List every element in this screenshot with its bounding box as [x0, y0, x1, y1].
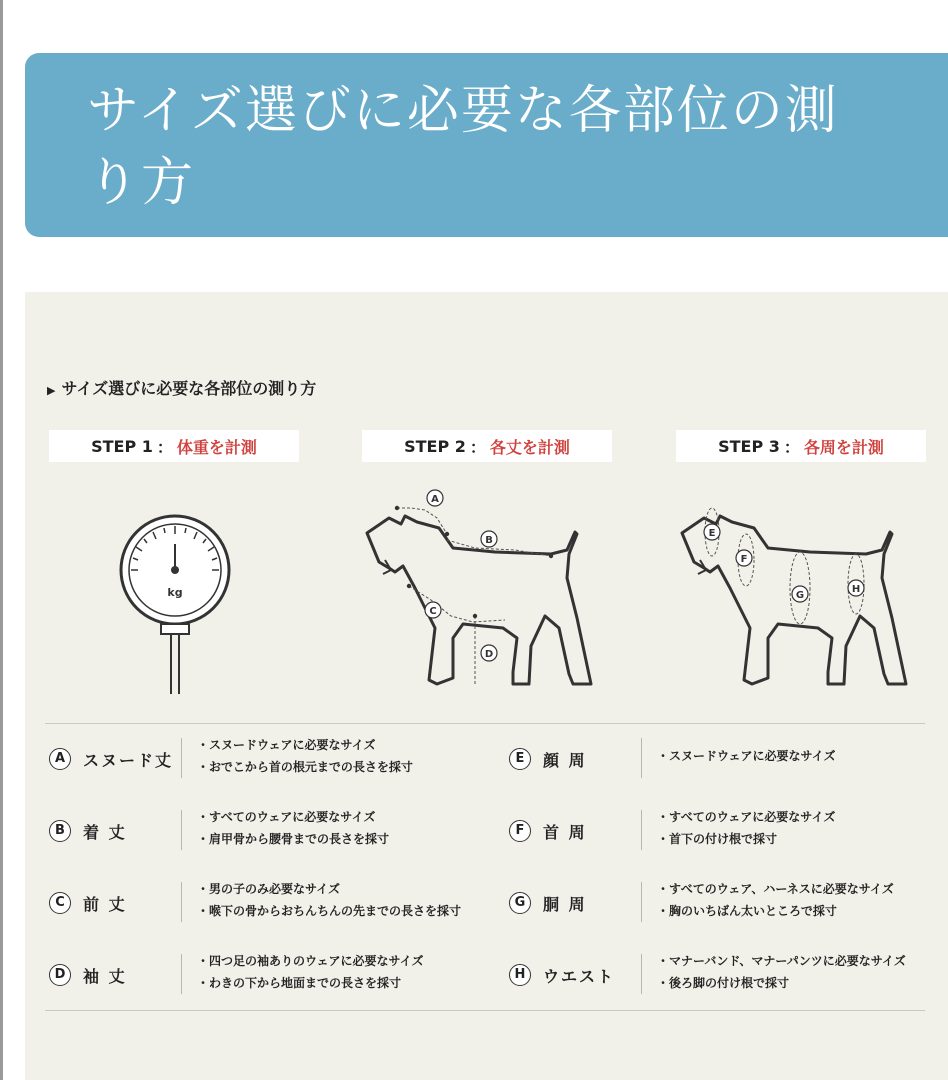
description-c-line1: ・男の子のみ必要なサイズ — [197, 882, 341, 896]
title-banner — [25, 53, 948, 237]
part-name-f: 首 周 — [543, 823, 587, 842]
divider — [641, 954, 642, 994]
divider — [641, 810, 642, 850]
marker-c: C — [49, 892, 71, 914]
section-heading-text: サイズ選びに必要な各部位の測り方 — [61, 379, 317, 398]
description-g-line2: ・胸のいちばん太いところで採寸 — [657, 904, 837, 918]
diagram-label-d: D — [484, 649, 494, 660]
marker-b: B — [49, 820, 71, 842]
diagram-label-c: C — [429, 606, 437, 617]
marker-f: F — [509, 820, 531, 842]
part-name-g: 胴 周 — [543, 895, 587, 914]
description-h — [657, 950, 906, 994]
marker-d: D — [49, 964, 71, 986]
part-name-b: 着 丈 — [83, 823, 127, 842]
part-name-h: ウエスト — [543, 967, 616, 986]
scale-unit-label: kg — [167, 586, 183, 599]
description-e — [657, 745, 836, 767]
description-f — [657, 806, 835, 850]
description-a-line1: ・スヌードウェアに必要なサイズ — [197, 738, 376, 752]
divider — [641, 882, 642, 922]
page-left-border — [0, 0, 3, 1080]
diagram-label-b: B — [485, 535, 493, 546]
description-f-line2: ・首下の付け根で採寸 — [657, 832, 778, 846]
description-e-line1: ・スヌードウェアに必要なサイズ — [657, 749, 836, 763]
description-b-line1: ・すべてのウェアに必要なサイズ — [197, 810, 376, 824]
measurement-row — [25, 940, 948, 1010]
diagram-label-g: G — [795, 590, 805, 601]
description-h-line2: ・後ろ脚の付け根で採寸 — [657, 976, 790, 990]
divider — [181, 954, 182, 994]
step3-number: STEP 3 — [718, 436, 780, 456]
dog-circumference-icon — [670, 488, 930, 708]
description-b-line2: ・肩甲骨から腰骨までの長さを採寸 — [197, 832, 390, 846]
step1-number: STEP 1 — [91, 436, 153, 456]
diagram-label-h: H — [851, 584, 861, 595]
description-d-line1: ・四つ足の袖ありのウェアに必要なサイズ — [197, 954, 424, 968]
measurement-row — [25, 724, 948, 794]
part-name-e: 顔 周 — [543, 751, 587, 770]
divider — [181, 810, 182, 850]
description-b — [197, 806, 389, 850]
description-d — [197, 950, 424, 994]
divider — [181, 882, 182, 922]
step1-label — [49, 430, 299, 462]
part-name-a: スヌード丈 — [83, 751, 174, 770]
step2-separator: ： — [469, 437, 486, 457]
step3-label — [676, 430, 926, 462]
step2-action: 各丈を計測 — [489, 437, 570, 457]
step1-separator: ： — [156, 437, 173, 457]
description-a-line2: ・おでこから首の根元までの長さを採寸 — [197, 760, 413, 774]
diagram-label-a: A — [431, 494, 439, 505]
measurement-row — [25, 796, 948, 866]
table-bottom-rule — [45, 1010, 925, 1011]
description-h-line1: ・マナーバンド、マナーパンツに必要なサイズ — [657, 954, 906, 968]
step3-separator: ： — [783, 437, 800, 457]
diagram-label-f: F — [740, 554, 748, 565]
scale-icon — [95, 488, 265, 708]
diagram-label-e: E — [708, 528, 716, 539]
description-f-line1: ・すべてのウェアに必要なサイズ — [657, 810, 836, 824]
part-name-d: 袖 丈 — [83, 967, 127, 986]
dog-side-icon — [355, 488, 615, 708]
marker-a: A — [49, 748, 71, 770]
divider — [641, 738, 642, 778]
step1-action: 体重を計測 — [176, 437, 257, 457]
measurement-row — [25, 868, 948, 938]
weight-scale-illustration — [95, 488, 265, 708]
marker-g: G — [509, 892, 531, 914]
dog-circumference-illustration — [670, 488, 930, 708]
description-c-line2: ・喉下の骨からおちんちんの先までの長さを採寸 — [197, 904, 462, 918]
description-g — [657, 878, 894, 922]
dog-length-illustration — [355, 488, 615, 708]
marker-h: H — [509, 964, 531, 986]
description-d-line2: ・わきの下から地面までの長さを採寸 — [197, 976, 402, 990]
triangle-bullet-icon: ▶ — [47, 384, 56, 397]
step2-number: STEP 2 — [404, 436, 466, 456]
measurement-guide-panel — [25, 292, 948, 1080]
section-heading — [47, 376, 316, 399]
page-title: サイズ選びに必要な各部位の測り方 — [87, 81, 839, 213]
step2-label — [362, 430, 612, 462]
divider — [181, 738, 182, 778]
description-c — [197, 878, 461, 922]
step3-action: 各周を計測 — [803, 437, 884, 457]
marker-e: E — [509, 748, 531, 770]
description-g-line1: ・すべてのウェア、ハーネスに必要なサイズ — [657, 882, 894, 896]
part-name-c: 前 丈 — [83, 895, 127, 914]
description-a — [197, 734, 413, 778]
